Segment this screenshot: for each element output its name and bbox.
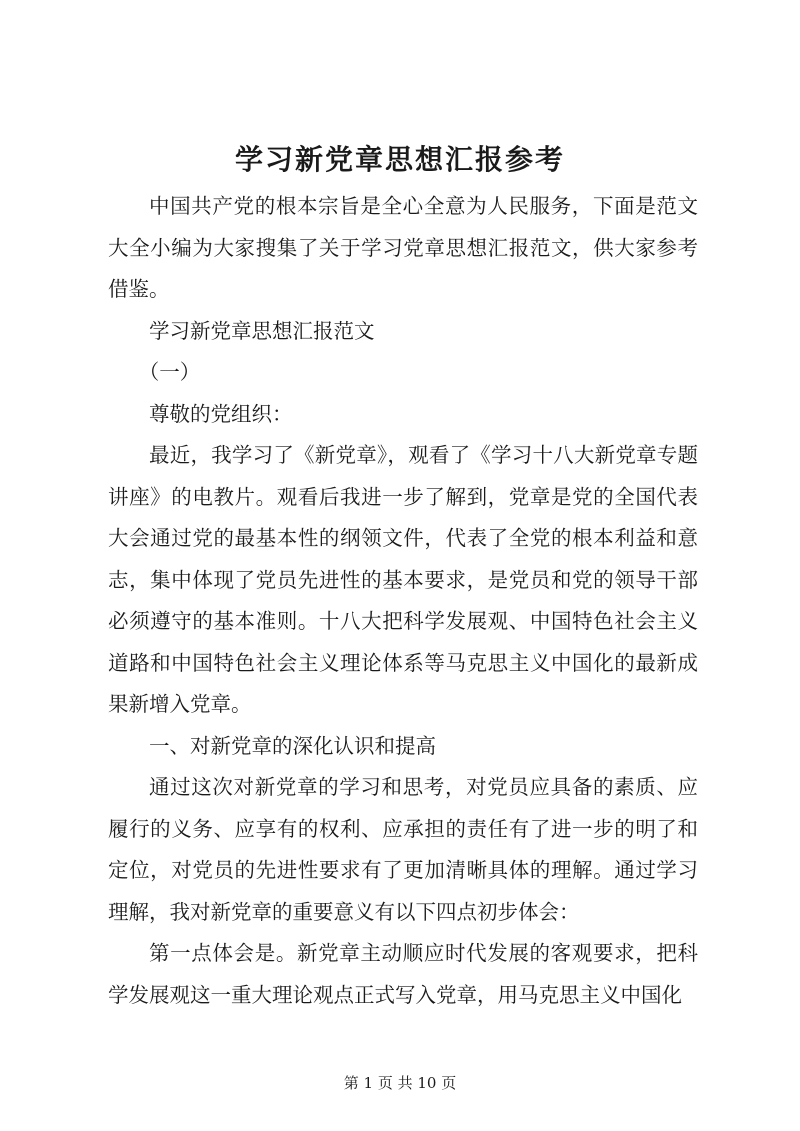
paragraph-subtitle: 学习新党章思想汇报范文: [149, 318, 375, 343]
paragraph-salutation: 尊敬的党组织：: [149, 401, 293, 426]
paragraph-body-3: 第一点体会是。新党章主动顺应时代发展的客观要求，把科学发展观这一重大理论观点正式写入党章，用马克思主义中国化: [108, 941, 698, 1007]
paragraph-heading-1: 一、对新党章的深化认识和提高: [149, 733, 436, 758]
paragraph-body-1: 最近，我学习了《新党章》，观看了《学习十八大新党章专题讲座》的电教片。观看后我进一步了解到，党章是党的全国代表大会通过党的最基本性的纲领文件，代表了全党的根本利益和意志，集中体现了党员先进性的基本要求，是党员和党的领导干部必须遵守的基本准则。十八大把科学发展观、中国特色社会主义道路和中国特色社会主义理论体系等马克思主义中国化的最新成果新增入党章。: [108, 443, 698, 716]
paragraph-body-2: 通过这次对新党章的学习和思考，对党员应具备的素质、应履行的义务、应享有的权利、应承担的责任有了进一步的明了和定位，对党员的先进性要求有了更加清晰具体的理解。通过学习理解，我对新党章的重要意义有以下四点初步体会：: [108, 775, 698, 924]
document-title: 学习新党章思想汇报参考: [234, 143, 565, 176]
page-number-footer: 第 1 页 共 10 页: [343, 1074, 457, 1092]
paragraph-section-number: （一）: [138, 360, 201, 384]
document-body: [108, 186, 698, 1016]
paragraph-intro: 中国共产党的根本宗旨是全心全意为人民服务，下面是范文大全小编为大家搜集了关于学习党章思想汇报范文，供大家参考借鉴。: [108, 194, 698, 301]
